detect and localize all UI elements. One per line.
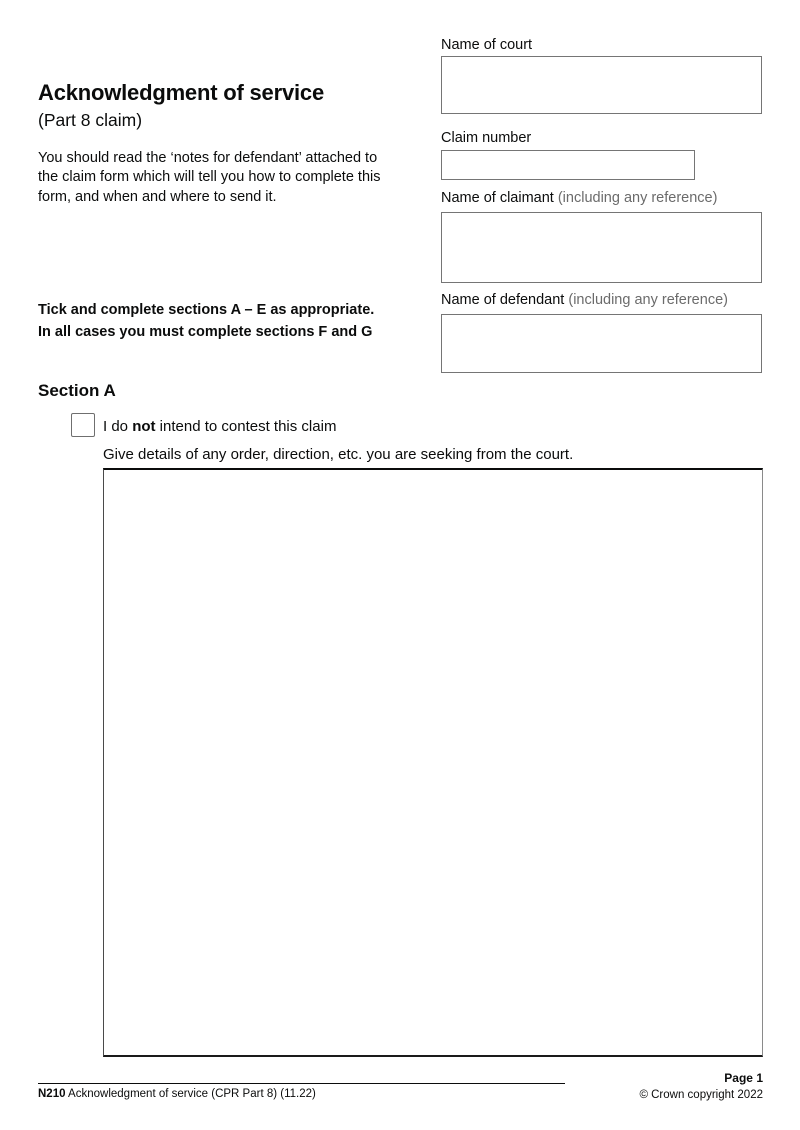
contest-label-pre: I do [103,418,133,435]
name-of-court-field[interactable] [441,56,762,114]
footer-form-id [38,1088,316,1100]
footer-copyright: © Crown copyright 2022 [639,1089,763,1101]
defendant-reference-hint: (including any reference) [564,292,728,308]
claim-number-field[interactable] [441,150,695,180]
details-prompt: Give details of any order, direction, etc. you are seeking from the court. [103,446,574,463]
contest-label-bold: not [132,418,156,435]
footer-form-code: N210 [38,1088,66,1100]
name-of-defendant-label [441,292,728,308]
claim-number-label: Claim number [441,130,532,146]
name-of-defendant-label-text: Name of defendant [441,292,565,308]
footer-divider [38,1083,565,1084]
name-of-court-label: Name of court [441,37,533,53]
contest-checkbox[interactable] [71,413,95,437]
contest-checkbox-label [103,418,336,435]
section-a-heading: Section A [38,381,116,400]
instructions-line-1: Tick and complete sections A – E as appropriate. [38,302,375,318]
contest-label-post: intend to contest this claim [155,418,337,435]
instructions-line-2: In all cases you must complete sections F and G [38,323,373,340]
details-field[interactable] [103,468,763,1057]
footer-form-title: Acknowledgment of service (CPR Part 8) (11.22) [65,1088,316,1100]
name-of-defendant-field[interactable] [441,314,762,373]
footer-page-number: Page 1 [724,1071,763,1085]
name-of-claimant-label [441,190,717,206]
page-title: Acknowledgment of service [38,80,324,105]
name-of-claimant-label-text: Name of claimant [441,190,554,206]
instructions-text [38,300,428,343]
intro-paragraph: You should read the ‘notes for defendant’ attached to the claim form which will tell you how to complete this form, and when and where to send it. [38,150,381,205]
claimant-reference-hint: (including any reference) [553,190,718,206]
page-subtitle: (Part 8 claim) [38,110,143,130]
name-of-claimant-field[interactable] [441,212,762,283]
